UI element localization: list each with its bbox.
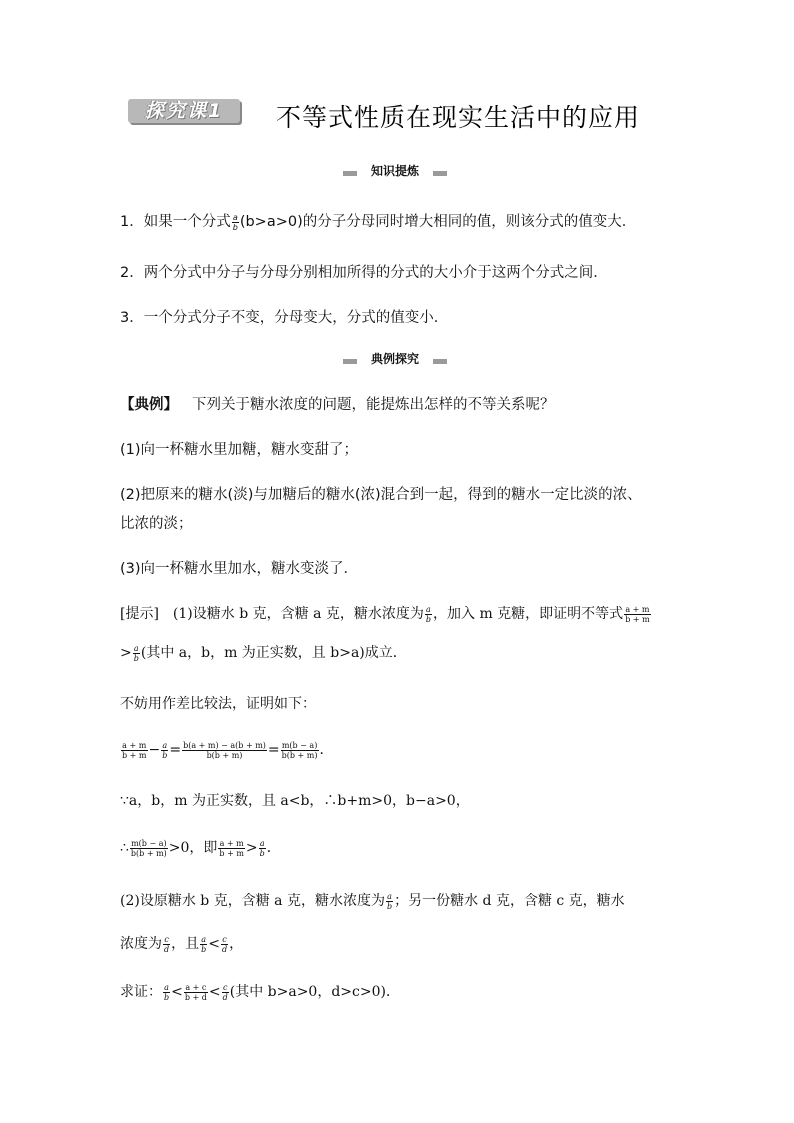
example-question: 【典例】 下列关于糖水浓度的问题，能提炼出怎样的不等关系呢？ — [120, 397, 555, 413]
example-item-2-line-1: (2)把原来的糖水(淡)与加糖后的糖水(浓)混合到一起，得到的糖水一定比淡的浓、 — [120, 487, 642, 503]
section-header-example: 典例探究 — [343, 354, 447, 366]
knowledge-point-2: 2．两个分式中分子与分母分别相加所得的分式的大小介于这两个分式之间． — [120, 265, 608, 281]
part2-line-1: (2)设原糖水 b 克，含糖 a 克，糖水浓度为 $\frac{a}{b}$ ；另一份糖水 d 克，含糖 c 克，糖水 — [120, 891, 625, 911]
hint-line-1: [提示] (1)设糖水 b 克，含糖 a 克，糖水浓度为 $\frac{a}{b}$ ，加入 m 克糖，即证明不等式 $\frac{a + m}{b + m}$ — [120, 604, 650, 624]
fraction-a-over-b: $\frac{a}{b}$ — [232, 212, 238, 232]
section-header-knowledge: 知识提炼 — [343, 166, 447, 178]
section-badge: 探究课1 — [128, 99, 240, 123]
page-title: 不等式性质在现实生活中的应用 — [276, 103, 641, 132]
hint-method: 不妨用作差比较法，证明如下： — [120, 696, 316, 712]
knowledge-point-3: 3．一个分式分子不变，分母变大，分式的值变小． — [120, 310, 449, 326]
knowledge-point-1: 1．如果一个分式 $\frac{a}{b}$ (b>a>0)的分子分母同时增大相同的值，则该分式的值变大． — [120, 212, 637, 232]
since-line: ∵a，b，m 为正实数，且 a<b，∴b+m>0，b−a>0， — [120, 793, 470, 809]
example-item-2-line-2: 比浓的淡； — [120, 516, 193, 532]
part2-line-2: 浓度为 $\frac{c}{d}$ ，且 $\frac{a}{b}$ < $\frac{c}{d}$ ， — [120, 934, 244, 954]
example-item-1: (1)向一杯糖水里加糖，糖水变甜了； — [120, 442, 359, 458]
hint-line-2: > $\frac{a}{b}$ (其中 a，b，m 为正实数，且 b>a)成立． — [120, 643, 407, 663]
therefore-line: ∴ $\frac{m(b - a)}{b(b + m)}$ >0，即 $\frac{a + m}{b + m}$ > $\frac{a}{b}$ ． — [120, 838, 281, 858]
prove-statement: 求证： $\frac{a}{b}$ < $\frac{a + c}{b + d}$ < $\frac{c}{d}$ (其中 b>a>0，d>c>0)． — [120, 982, 400, 1002]
difference-equation: $\frac{a + m}{b + m}$ − $\frac{a}{b}$ = $\frac{b(a + m) - a(b + m)}{b(b + m)}$ = $\frac{m(b - a)}{b(b + m)}$ ． — [122, 740, 334, 760]
example-item-3: (3)向一杯糖水里加水，糖水变淡了． — [120, 561, 359, 577]
